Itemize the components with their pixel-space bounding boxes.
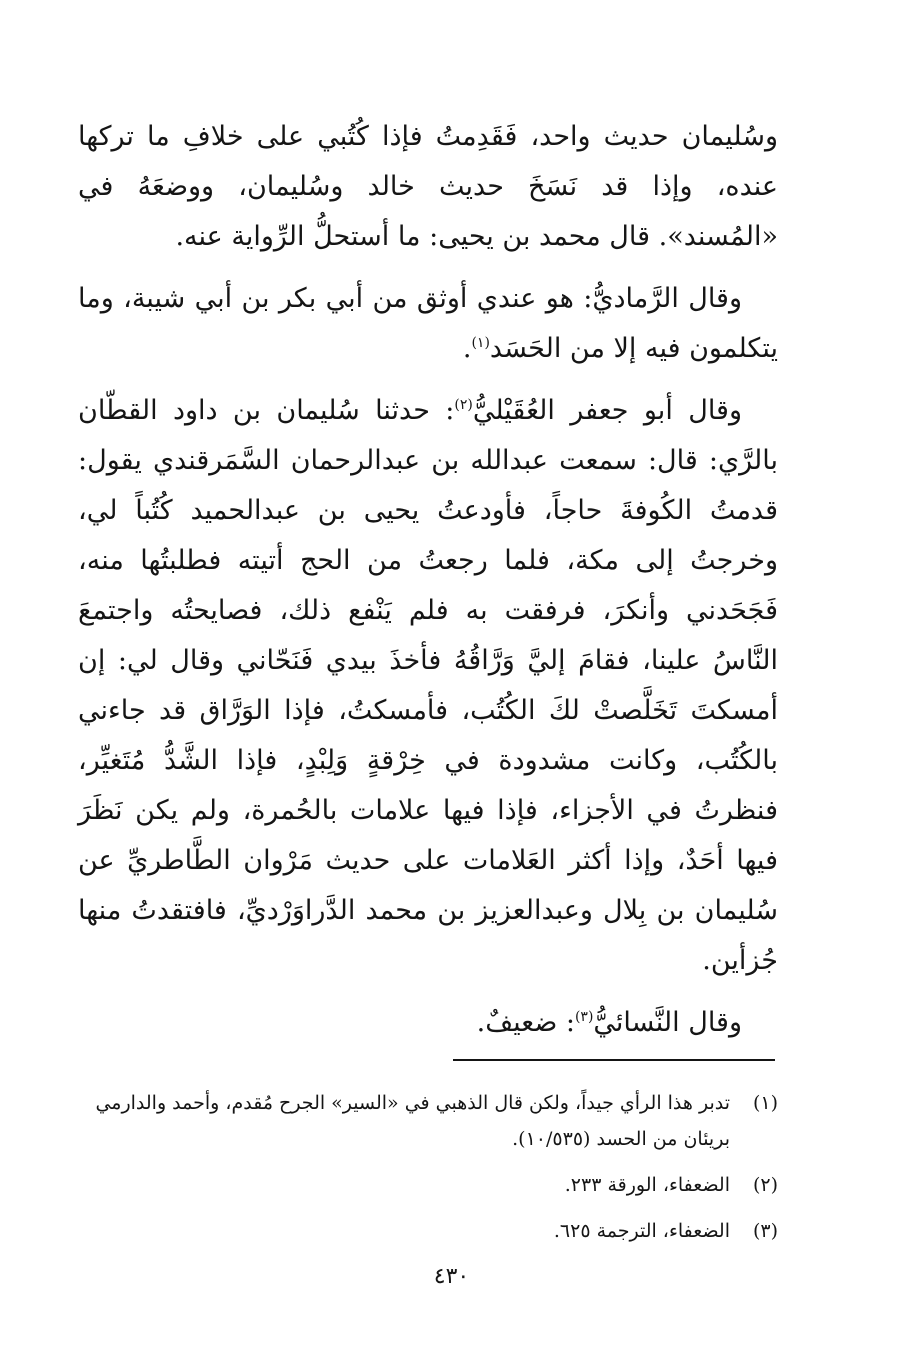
footnotes [78,1085,778,1259]
footnote-ref-2[interactable]: (٢) [454,397,473,413]
text-line: وإذا أكثر العَلامات على حديث مَرْوان الطَّاطريِّ عن سُليمان بن [78,845,778,926]
text-line: وخرجتُ إلى مكة، فلما رجعتُ من الحج أتيته فطلبتُها منه، [78,545,778,576]
footnote-line: تدبر هذا الرأي جيداً، ولكن قال الذهبي في «السير» الجرح مُقدم، وأحمد والدارمي [95,1092,730,1114]
text-line: بالكُتُب، وكانت مشدودة في خِرْقةٍ وَلِبْدٍ، فإذا الشَّدُّ مُتَغيِّر، فنظرتُ [78,745,778,826]
footnote-2 [78,1167,778,1203]
footnote-text [78,1213,730,1249]
text-line: وقال الرَّماديُّ: هو عندي أوثق من أبي بكر بن أبي شيبة، [123,283,742,314]
footnote-1 [78,1085,778,1157]
footnote-ref-1[interactable]: (١) [471,335,490,351]
text-line: بِلال وعبدالعزيز بن محمد الدَّراوَرْديِّ، فافتقدتُ منها جُزأين. [78,895,778,976]
page-number: ٤٣٠ [433,1264,470,1289]
text-line: في الأجزاء، فإذا فيها علامات بالحُمرة، ولم يكن نَظَرَ فيها أحَدٌ، [78,795,778,876]
footnote-line: الضعفاء، الورقة ٢٣٣. [564,1174,730,1196]
footnote-number: (١) [752,1092,778,1114]
text-line: أمسكتَ تَخَلَّصتْ لكَ الكُتُب، فأمسكتُ، فإذا الوَرَّاق قد جاءني [78,695,778,726]
text-line: قال محمد بن يحيى: ما أستحلُّ الرِّواية عنه. [175,221,651,252]
footnote-3 [78,1213,778,1249]
text-line: عنده، وإذا قد نَسَخَ حديث خالد وسُليمان، ووضعَهُ في «المُسند». [78,171,778,252]
text-line: فَجَحَدني وأنكرَ، فرفقت به فلم يَنْفع ذلك، فصايحتُه واجتمعَ [78,595,778,626]
text-line: : ضعيفٌ. [476,1007,575,1038]
footnote-text [78,1167,730,1203]
footnote-divider [453,1059,775,1061]
text-line: بالرَّي: قال: سمعت عبدالله بن عبدالرحمان السَّمَرقندي يقول: [78,445,778,476]
footnote-number: (٣) [752,1220,778,1242]
paragraph-2 [78,274,778,374]
footnote-text [78,1085,730,1157]
footnote-line: الضعفاء، الترجمة ٦٢٥. [553,1220,730,1242]
text-line: وسُليمان حديث واحد، فَقَدِمتُ فإذا كُتُبي على خلافِ ما تركها [78,121,778,152]
main-text [78,112,778,1048]
text-line: قدمتُ الكُوفةَ حاجاً، فأودعتُ يحيى بن عبدالحميد كُتُباً لي، [78,495,778,526]
text-line: وقال النَّسائيُّ [593,1007,742,1038]
paragraph-3 [78,386,778,986]
footnote-ref-3[interactable]: (٣) [574,1009,594,1025]
footnote-line: بريئان من الحسد (١٠/٥٣٥). [512,1128,730,1150]
paragraph-4 [78,998,778,1048]
text-punct: . [462,333,472,364]
paragraph-1 [78,112,778,262]
text-line: النَّاسُ علينا، فقامَ إليَّ وَرَّاقُهُ فأخذَ بيدي فَنَحّاني وقال لي: إن [78,645,778,676]
text-line: وقال أبو جعفر العُقَيْليُّ [472,395,742,426]
footnote-number: (٢) [752,1174,778,1196]
text-line: وما يتكلمون فيه إلا من الحَسَد [78,283,778,364]
text-line: : حدثنا سُليمان بن داود القطّان [78,395,455,426]
